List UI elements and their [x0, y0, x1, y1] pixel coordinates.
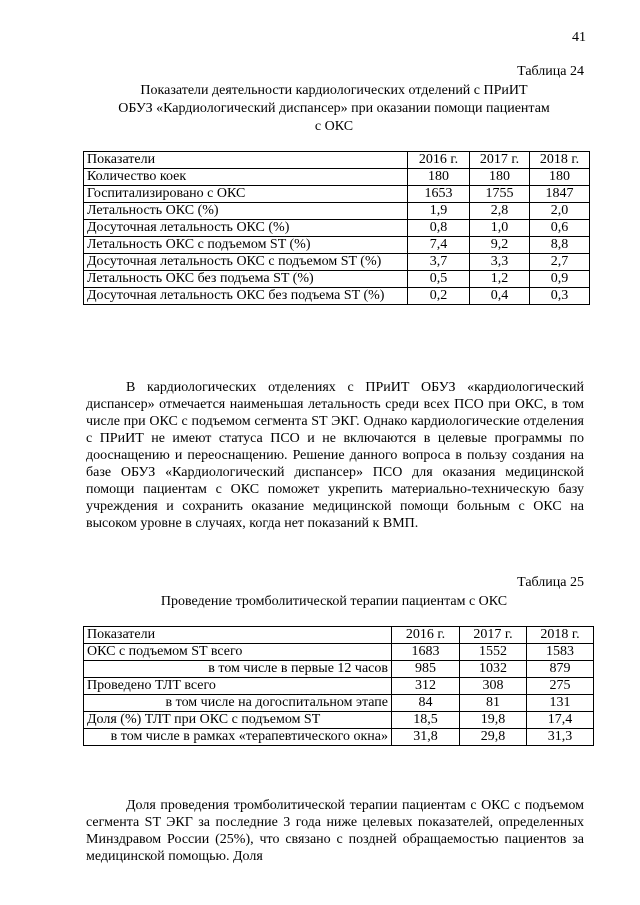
- table-row: [84, 678, 594, 695]
- table-row: [84, 712, 594, 729]
- row-value: 1,0: [470, 220, 530, 237]
- header-cell: 2017 г.: [460, 627, 527, 644]
- row-label: в том числе в первые 12 часов: [84, 661, 392, 678]
- table-row: [84, 220, 590, 237]
- row-value: 19,8: [460, 712, 527, 729]
- row-value: 308: [460, 678, 527, 695]
- table24-title-line: Показатели деятельности кардиологических отделений с ПРиИТ: [140, 83, 528, 98]
- row-label: Доля (%) ТЛТ при ОКС с подъемом ST: [84, 712, 392, 729]
- table-row: [84, 254, 590, 271]
- table24-caption: Таблица 24: [517, 64, 584, 79]
- table-25: [83, 626, 594, 746]
- header-cell: 2018 г.: [527, 627, 594, 644]
- row-value: 2,7: [530, 254, 590, 271]
- row-value: 0,5: [408, 271, 470, 288]
- row-value: 3,7: [408, 254, 470, 271]
- row-value: 0,2: [408, 288, 470, 305]
- table-row: [84, 237, 590, 254]
- row-value: 1847: [530, 186, 590, 203]
- row-label: Досуточная летальность ОКС с подъемом ST (%): [84, 254, 408, 271]
- table-24: [83, 151, 590, 305]
- table-header-row: [84, 152, 590, 169]
- row-value: 1,9: [408, 203, 470, 220]
- header-cell: 2016 г.: [392, 627, 460, 644]
- row-label: Летальность ОКС (%): [84, 203, 408, 220]
- row-value: 31,8: [392, 729, 460, 746]
- table-row: [84, 729, 594, 746]
- table24-title-line: ОБУЗ «Кардиологический диспансер» при оказании помощи пациентам: [118, 101, 550, 116]
- row-value: 18,5: [392, 712, 460, 729]
- paragraph-text: В кардиологических отделениях с ПРиИТ ОБУЗ «кардиологический диспансер» отмечается наименьшая летальность среди всех ПСО при ОКС, в том числе при ОКС с подъемом сегмента ST ЭКГ. Однако кардиологические отделения с ПРиИТ не имеют статуса ПСО и не включаются в целевые программы по дооснащению и переоснащению. Решение данного вопроса в пользу создания на базе ОБУЗ «Кардиологический диспансер» ПСО для оказания медицинской помощи пациентам с ОКС поможет укрепить материально-техническую базу учреждения и сохранить оказание медицинской помощи больным с ОКС на высоком уровне в случаях, когда нет показаний к ВМП.: [86, 380, 584, 531]
- row-value: 131: [527, 695, 594, 712]
- row-value: 0,4: [470, 288, 530, 305]
- table-row: [84, 169, 590, 186]
- row-label: Госпитализировано с ОКС: [84, 186, 408, 203]
- row-value: 1,2: [470, 271, 530, 288]
- header-cell: Показатели: [84, 152, 408, 169]
- row-value: 0,8: [408, 220, 470, 237]
- table-header-row: [84, 627, 594, 644]
- paragraph-tlt: [86, 797, 584, 865]
- row-value: 9,2: [470, 237, 530, 254]
- page-number: 41: [572, 30, 586, 45]
- table24-title: [84, 82, 584, 136]
- row-label: в том числе в рамках «терапевтического окна»: [84, 729, 392, 746]
- row-value: 84: [392, 695, 460, 712]
- row-value: 0,6: [530, 220, 590, 237]
- row-value: 31,3: [527, 729, 594, 746]
- row-value: 3,3: [470, 254, 530, 271]
- row-value: 8,8: [530, 237, 590, 254]
- table-row: [84, 186, 590, 203]
- row-label: Летальность ОКС без подъема ST (%): [84, 271, 408, 288]
- row-value: 2,8: [470, 203, 530, 220]
- table-row: [84, 271, 590, 288]
- row-value: 1653: [408, 186, 470, 203]
- row-value: 985: [392, 661, 460, 678]
- row-label: ОКС с подъемом ST всего: [84, 644, 392, 661]
- table-row: [84, 695, 594, 712]
- header-cell: 2017 г.: [470, 152, 530, 169]
- row-value: 1032: [460, 661, 527, 678]
- row-value: 17,4: [527, 712, 594, 729]
- row-value: 1755: [470, 186, 530, 203]
- table-row: [84, 644, 594, 661]
- table24-title-line: с ОКС: [314, 119, 354, 134]
- row-value: 7,4: [408, 237, 470, 254]
- row-value: 879: [527, 661, 594, 678]
- table-row: [84, 661, 594, 678]
- row-label: Досуточная летальность ОКС (%): [84, 220, 408, 237]
- row-label: Летальность ОКС с подъемом ST (%): [84, 237, 408, 254]
- row-value: 275: [527, 678, 594, 695]
- row-value: 180: [408, 169, 470, 186]
- row-value: 0,9: [530, 271, 590, 288]
- row-value: 1552: [460, 644, 527, 661]
- row-value: 180: [470, 169, 530, 186]
- row-value: 1683: [392, 644, 460, 661]
- row-value: 1583: [527, 644, 594, 661]
- row-value: 29,8: [460, 729, 527, 746]
- row-value: 180: [530, 169, 590, 186]
- header-cell: 2016 г.: [408, 152, 470, 169]
- table-row: [84, 203, 590, 220]
- paragraph-text: Доля проведения тромболитической терапии пациентам с ОКС с подъемом сегмента ST ЭКГ за последние 3 года ниже целевых показателей, определенных Минздравом России (25%), что связано с поздней обращаемостью пациентов за медицинской помощью. Доля: [86, 798, 584, 864]
- row-label: в том числе на догоспитальном этапе: [84, 695, 392, 712]
- row-label: Проведено ТЛТ всего: [84, 678, 392, 695]
- header-cell: Показатели: [84, 627, 392, 644]
- row-value: 81: [460, 695, 527, 712]
- row-value: 0,3: [530, 288, 590, 305]
- row-value: 312: [392, 678, 460, 695]
- row-label: Количество коек: [84, 169, 408, 186]
- paragraph-kardio: [86, 379, 584, 532]
- row-label: Досуточная летальность ОКС без подъема ST (%): [84, 288, 408, 305]
- row-value: 2,0: [530, 203, 590, 220]
- table25-caption: Таблица 25: [517, 575, 584, 590]
- table-row: [84, 288, 590, 305]
- table25-title: Проведение тромболитической терапии пациентам с ОКС: [160, 594, 508, 609]
- header-cell: 2018 г.: [530, 152, 590, 169]
